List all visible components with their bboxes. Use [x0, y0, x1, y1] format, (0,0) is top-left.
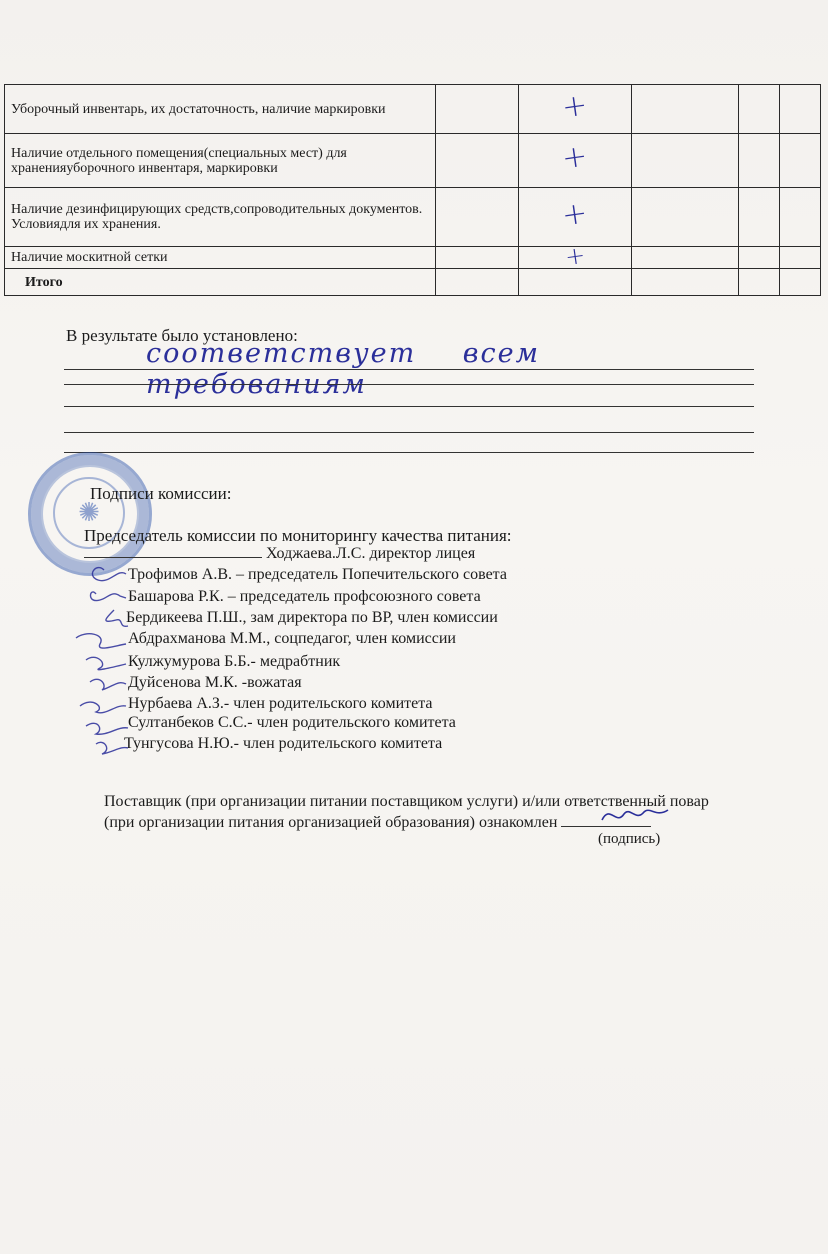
member-line: [128, 653, 340, 671]
member-line: [124, 735, 442, 753]
criterion-cell: Наличие отдельного помещения(специальных мест) для храненияуборочного инвентаря, маркировки: [5, 134, 436, 188]
signature-caption: (подпись): [598, 831, 661, 847]
member-name: Тунгусова Н.Ю.- член родительского комитета: [124, 735, 443, 752]
member-name: Нурбаева А.З.- член родительского комитета: [128, 695, 433, 712]
member-line: [128, 695, 433, 713]
signatures-heading: Подписи комиссии:: [90, 484, 232, 503]
check-mark: +: [563, 240, 587, 272]
member-line: [126, 609, 498, 627]
criterion-cell: Наличие дезинфицирующих средств,сопроводительных документов. Условиядля их хранения.: [5, 188, 436, 247]
check-mark: +: [560, 86, 590, 126]
member-name: Абдрахманова М.М., соцпедагог, член комиссии: [128, 630, 456, 647]
member-name: Кулжумурова Б.Б.- медрабтник: [128, 653, 341, 670]
supplier-line-2: (при организации питания организацией образования) ознакомлен: [104, 812, 764, 833]
table-row: [5, 134, 821, 188]
writing-line: [64, 406, 754, 407]
member-name: Дуйсенова М.К. -вожатая: [128, 674, 302, 691]
writing-line: [64, 384, 754, 385]
member-name: Ходжаева.Л.С. директор лицея: [266, 545, 476, 562]
supplier-signature: [596, 800, 676, 830]
member-name: Башарова Р.К. – председатель профсоюзного совета: [128, 588, 481, 605]
writing-line: [64, 452, 754, 453]
criterion-cell: Наличие москитной сетки: [5, 247, 436, 269]
supplier-line-1: Поставщик (при организации питании поставщиком услуги) и/или ответственный повар: [104, 793, 709, 810]
member-line: [84, 545, 475, 563]
member-name: Султанбеков С.С.- член родительского комитета: [128, 714, 456, 731]
member-line: [128, 714, 456, 732]
result-label: В результате было установлено:: [66, 326, 298, 345]
total-cell: Итого: [5, 269, 436, 296]
handwritten-result: соответствует всем требованиям: [146, 338, 540, 400]
stamp-emblem-icon: ✺: [53, 477, 125, 549]
check-mark: +: [560, 194, 590, 234]
writing-line: [64, 369, 754, 370]
chair-heading: Председатель комиссии по мониторингу качества питания:: [84, 526, 512, 545]
member-line: [128, 566, 507, 584]
member-line: [128, 630, 456, 648]
signature-scribbles: [56, 560, 136, 760]
writing-line: [64, 432, 754, 433]
table-row: [5, 85, 821, 134]
table-row: [5, 188, 821, 247]
table-row: [5, 247, 821, 269]
member-name: Бердикеева П.Ш., зам директора по ВР, член комиссии: [126, 609, 498, 626]
criterion-cell: Уборочный инвентарь, их достаточность, наличие маркировки: [5, 85, 436, 134]
table-row: [5, 269, 821, 296]
member-line: [128, 674, 302, 692]
check-mark: +: [560, 138, 590, 177]
inspection-table: [4, 84, 821, 296]
member-name: Трофимов А.В. – председатель Попечительского совета: [128, 566, 507, 583]
member-line: [128, 588, 481, 606]
